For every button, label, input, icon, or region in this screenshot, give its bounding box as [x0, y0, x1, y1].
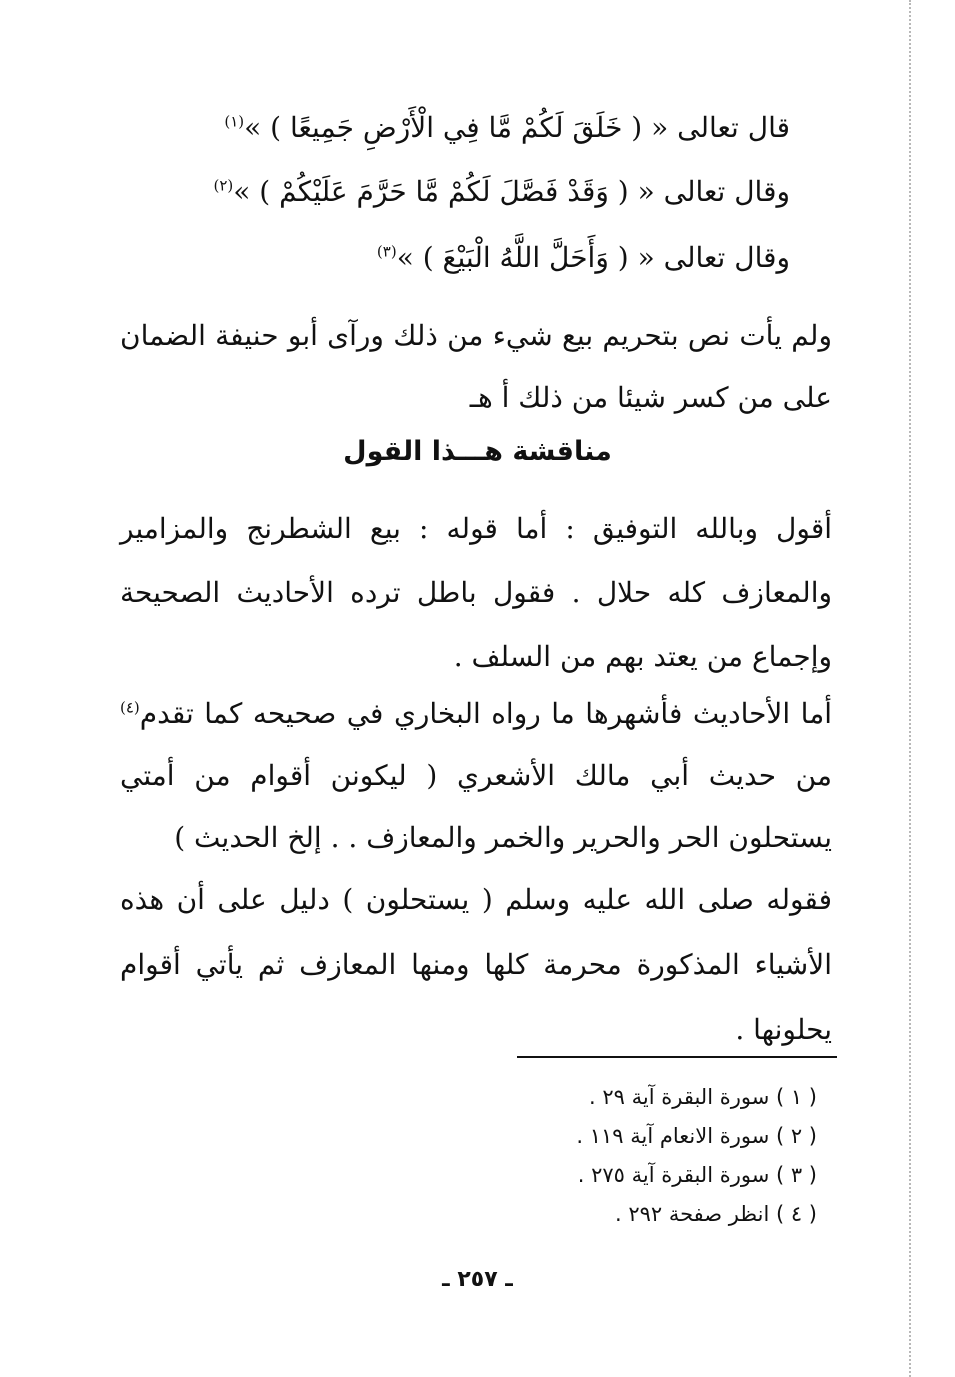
scan-edge-dots [909, 0, 911, 1377]
hadith-text-start: أما الأحاديث فأشهرها ما رواه البخاري في صحيحه كما تقدم [139, 697, 832, 730]
paragraph-hadith [120, 683, 832, 869]
paragraph-conclusion: فقوله صلى الله عليه وسلم ( يستحلون ) دليل على أن هذه الأشياء المذكورة محرمة كلها ومنها المعازف ثم يأتي أقوام يحلونها . [120, 883, 832, 1046]
hadith-text-rest: من حديث أبي مالك الأشعري ( ليكونن أقوام من أمتي يستحلون الحر والحرير والخمر والمعازف . . إلخ الحديث ) [120, 759, 832, 854]
section-heading: مناقشة هـــذا القول [343, 436, 612, 467]
paragraph-response: أقول وبالله التوفيق : أما قوله : بيع الشطرنج والمزامير والمعازف كله حلال . فقول باطل ترده الأحاديث الصحيحة وإجماع من يعتد بهم من السلف . [120, 512, 832, 673]
footnote-divider [517, 1056, 837, 1058]
quran-verse-1 [224, 108, 790, 148]
verse-2-footnote-ref: (٢) [213, 176, 234, 195]
verse-3-footnote-ref: (٣) [376, 242, 397, 261]
quran-verse-3 [377, 238, 790, 278]
footnotes-list [576, 1078, 817, 1234]
verse-1-footnote-ref: (١) [224, 112, 245, 131]
quran-verse-2 [213, 172, 790, 212]
hadith-footnote-ref: (٤) [120, 698, 140, 717]
intro-paragraph: ولم يأت نص بتحريم بيع شيء من ذلك ورآى أبو حنيفة الضمان على من كسر شيئا من ذلك أ هـ [120, 319, 832, 414]
footnote-2: ( ٢ ) سورة الانعام آية ١١٩ . [576, 1124, 817, 1148]
footnote-4: ( ٤ ) انظر صفحة ٢٩٢ . [614, 1202, 817, 1226]
verse-3-text: وقال تعالى « ( وَأَحَلَّ اللَّهُ الْبَيْعَ ) » [396, 241, 790, 274]
footnote-1: ( ١ ) سورة البقرة آية ٢٩ . [589, 1085, 817, 1109]
verse-2-text: وقال تعالى « ( وَقَدْ فَصَّلَ لَكُمْ مَّا حَرَّمَ عَلَيْكُمْ ) » [233, 175, 790, 208]
page-number: ـ ٢٥٧ ـ [442, 1267, 513, 1292]
verse-1-text: قال تعالى « ( خَلَقَ لَكُمْ مَّا فِي الْأَرْضِ جَمِيعًا ) » [244, 111, 790, 144]
footnote-3: ( ٣ ) سورة البقرة آية ٢٧٥ . [577, 1163, 817, 1187]
